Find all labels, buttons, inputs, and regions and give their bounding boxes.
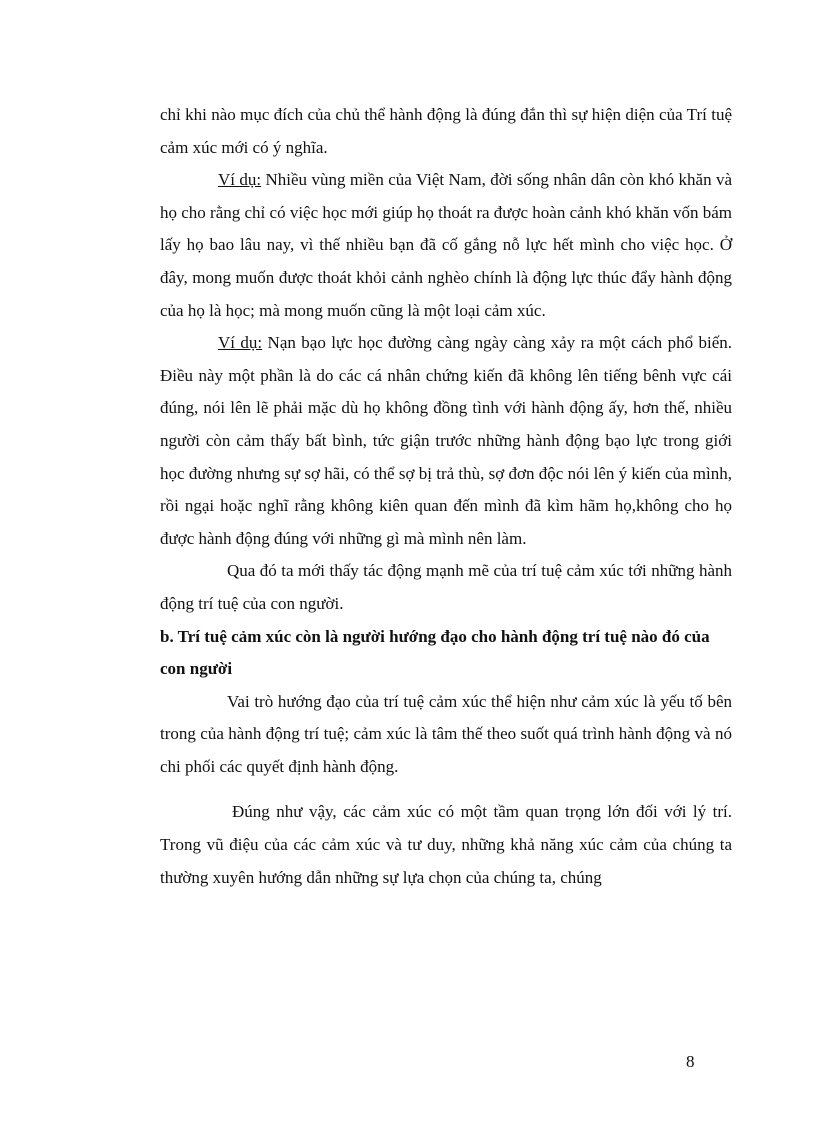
example-label: Ví dụ: (218, 170, 262, 190)
paragraph-example-2 (160, 327, 732, 555)
paragraph-role: Vai trò hướng đạo của trí tuệ cảm xúc thể hiện như cảm xúc là yếu tố bên trong của hành động trí tuệ; cảm xúc là tâm thế theo suốt quá trình hành động và nó chi phối các quyết định hành động. (160, 691, 732, 776)
example-text: Nạn bạo lực học đường càng ngày càng xảy ra một cách phổ biến. Điều này một phần là do các cá nhân chứng kiến đã không lên tiếng bênh vực cái đúng, nói lên lẽ phải mặc dù họ không đồng tình với hành động ấy, hơn thế, nhiều người còn cảm thấy bất bình, tức giận trước những hành động bạo lực trong giới học đường nhưng sự sợ hãi, có thể sợ bị trả thù, sợ đơn độc nói lên ý kiến của mình, rồi ngại hoặc nghĩ rằng không kiên quan đến mình đã kìm hãm họ,không cho họ được hành động đúng với những gì mà mình nên làm. (160, 333, 732, 548)
body-text (160, 99, 732, 894)
paragraph-example-1 (160, 164, 732, 327)
page-number: 8 (686, 1052, 695, 1071)
example-label: Ví dụ: (218, 333, 263, 353)
paragraph-gap (160, 783, 732, 796)
paragraph-continuation: chỉ khi nào mục đích của chủ thể hành động là đúng đắn thì sự hiện diện của Trí tuệ cảm xúc mới có ý nghĩa. (160, 105, 732, 157)
example-text: Nhiều vùng miền của Việt Nam, đời sống nhân dân còn khó khăn và họ cho rằng chỉ có việc học mới giúp họ thoát ra được hoàn cảnh khó khăn vốn bám lấy họ bao lâu nay, vì thế nhiều bạn đã cố gắng nỗ lực hết mình cho việc học. Ở đây, mong muốn được thoát khỏi cảnh nghèo chính là động lực thúc đẩy hành động của họ là học; mà mong muốn cũng là một loại cảm xúc. (160, 170, 732, 320)
paragraph-emotions-reason: Đúng như vậy, các cảm xúc có một tầm quan trọng lớn đối với lý trí. Trong vũ điệu của các cảm xúc và tư duy, những khả năng xúc cảm của chúng ta thường xuyên hướng dẫn những sự lựa chọn của chúng ta, chúng (160, 802, 732, 887)
paragraph-conclusion: Qua đó ta mới thấy tác động mạnh mẽ của trí tuệ cảm xúc tới những hành động trí tuệ của con người. (160, 561, 732, 613)
section-heading-b: b. Trí tuệ cảm xúc còn là người hướng đạo cho hành động trí tuệ nào đó của con người (160, 626, 710, 679)
